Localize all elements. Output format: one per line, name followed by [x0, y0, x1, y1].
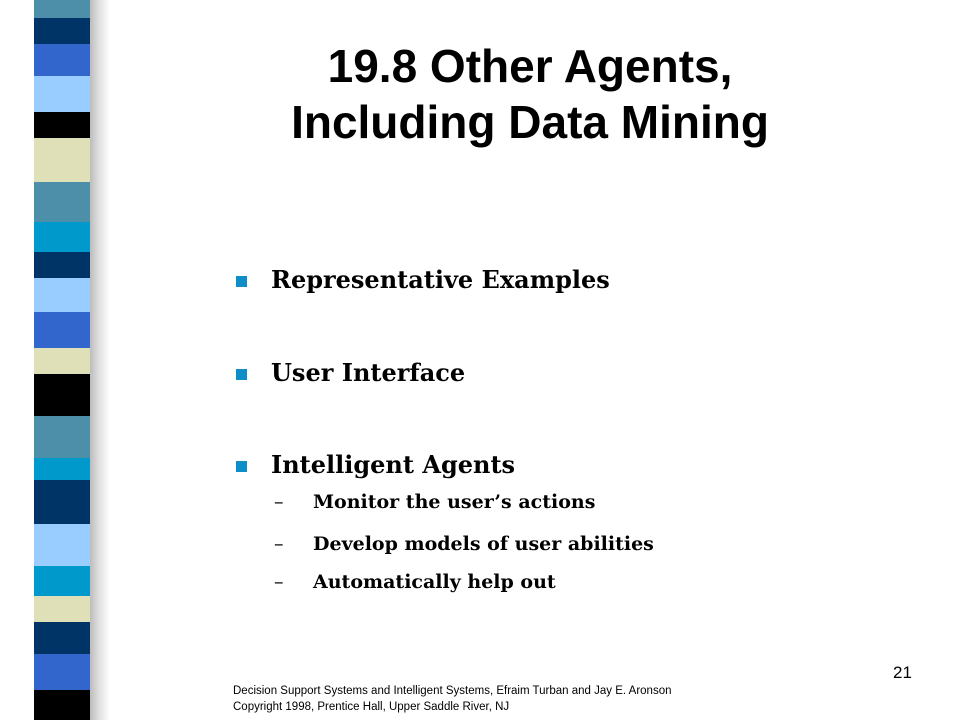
footer-line-1: Decision Support Systems and Intelligent Systems, Efraim Turban and Jay E. Aronson	[233, 685, 672, 697]
footer-line-2: Copyright 1998, Prentice Hall, Upper Saddle River, NJ	[233, 701, 510, 713]
stripe-band	[34, 112, 90, 138]
stripe-band	[34, 348, 90, 374]
bullet-user-interface: User Interface	[271, 358, 466, 387]
title-line-1: 19.8 Other Agents,	[327, 40, 733, 92]
stripe-band	[34, 654, 90, 690]
stripe-band	[34, 76, 90, 112]
stripe-band	[34, 182, 90, 222]
bullet-square-icon	[236, 369, 247, 380]
stripe-band	[34, 480, 90, 524]
bullet-square-icon	[236, 461, 247, 472]
stripe-band	[34, 222, 90, 252]
sub-dash: –	[274, 491, 284, 513]
stripe-band	[34, 252, 90, 278]
stripe-band	[34, 566, 90, 596]
stripe-band	[34, 622, 90, 654]
decorative-stripe	[34, 0, 90, 720]
sub-item-help-out: Automatically help out	[313, 571, 556, 593]
stripe-band	[34, 416, 90, 458]
stripe-band	[34, 596, 90, 622]
stripe-band	[34, 138, 90, 182]
title-line-2: Including Data Mining	[291, 96, 769, 148]
stripe-band	[34, 44, 90, 76]
stripe-band	[34, 374, 90, 416]
stripe-band	[34, 312, 90, 348]
sub-item-monitor: Monitor the user’s actions	[313, 491, 596, 513]
stripe-shadow	[88, 0, 110, 720]
stripe-band	[34, 524, 90, 566]
sub-item-develop-models: Develop models of user abilities	[313, 533, 654, 555]
slide-title	[150, 38, 910, 150]
page-number: 21	[893, 663, 912, 682]
stripe-band	[34, 690, 90, 720]
bullet-square-icon	[236, 276, 247, 287]
bullet-representative-examples: Representative Examples	[271, 265, 610, 294]
sub-dash: –	[274, 533, 284, 555]
stripe-band	[34, 18, 90, 44]
bullet-intelligent-agents: Intelligent Agents	[271, 450, 516, 479]
stripe-band	[34, 278, 90, 312]
stripe-band	[34, 0, 90, 18]
footer-citation	[233, 683, 672, 715]
stripe-band	[34, 458, 90, 480]
sub-dash: –	[274, 571, 284, 593]
